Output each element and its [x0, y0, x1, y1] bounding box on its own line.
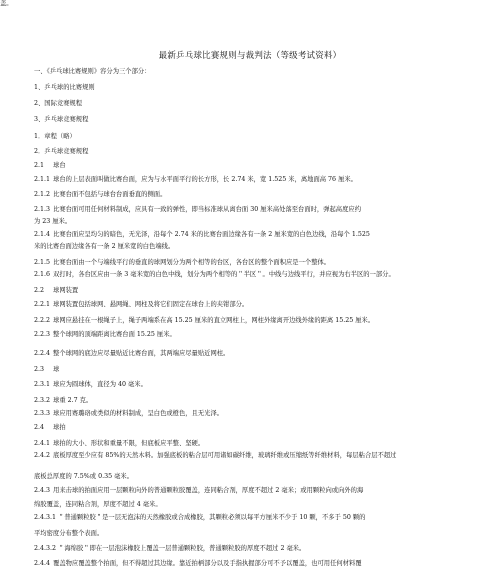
- section-number: 2.1.4: [34, 231, 51, 238]
- text-line: [34, 530, 103, 538]
- text-line: [34, 317, 374, 325]
- text-line: [34, 440, 204, 448]
- line-text: 整个球网的顶端距离比赛台面 15.25 厘米。: [53, 331, 176, 338]
- line-text: 比赛台面可用任何材料制成，应具有一致的弹性，即当标准球从离台面 30 厘米高处落至台面时，弹起高度应约: [53, 206, 361, 213]
- text-line: [34, 218, 71, 226]
- section-number: 2.3.2: [34, 397, 51, 404]
- section-number: 2.3.1: [34, 381, 51, 388]
- section-number: 2.1.6: [34, 271, 51, 278]
- text-line: [34, 206, 361, 214]
- line-text: 一、《乒乓球比赛规则》容分为三个部分：: [34, 68, 151, 75]
- section-number: 2.2.4: [34, 350, 51, 357]
- line-text: ＂普通颗粒胶＂是一层无泡沫的天然橡胶或合成橡胶，其颗粒必须以每平方厘米不少于 10 颗，不多于 50 颗的: [58, 514, 366, 521]
- section-number: 2.3.3: [34, 410, 51, 417]
- line-text: 底板总厚度的 7.5%或 0.35 毫米。: [34, 473, 133, 480]
- text-line: [34, 331, 176, 339]
- text-line: [34, 501, 162, 509]
- text-line: [34, 148, 88, 156]
- line-text: 3、乒乓球竞赛规程: [34, 116, 89, 123]
- line-text: 底板厚度至少应有 85%的天然木料。加强底板的粘合层可用诸如碳纤维，玻璃纤维或压缩纸等纤维材料，每层粘合层不超过: [53, 452, 397, 459]
- line-text: 球应用赛璐珞或类似的材料制成，呈白色或橙色，且无光泽。: [53, 410, 224, 417]
- text-line: [34, 452, 396, 460]
- line-text: 覆盖物应覆盖整个拍面，但不得超过其边缘。靠近拍柄部分以及手指执握部分可不予以覆盖，也可用任何材料覆: [53, 560, 362, 567]
- line-text: 1、乒乓球的比赛规则: [34, 84, 95, 91]
- text-line: [0, 0, 13, 8]
- line-text: 球网应悬挂在一根绳子上，绳子两端系在高 15.25 厘米的直立网柱上，网柱外缘离开边线外缘的距离 15.25 厘米。: [53, 317, 375, 324]
- section-number: 2.4.3: [34, 487, 51, 494]
- line-text: 2、国际竞赛规程: [34, 100, 83, 107]
- section-number: 2.4.3.1: [34, 514, 57, 521]
- section-number: 2.4.3.2: [34, 545, 57, 552]
- line-text: 米的比赛台面边缘各有一条 2 厘米宽的白色端线。: [34, 243, 175, 250]
- line-text: 2．乒乓球竞赛规程: [34, 148, 89, 155]
- document-title: 最新乒乓球比赛规则与裁判法（等级考试资料）: [158, 51, 342, 61]
- line-text: 比赛台面由一个与端线平行的垂直的球网划分为两个相等的台区，各台区的整个面积应是一个整体。: [53, 259, 331, 266]
- line-text: 比赛台面不包括与球台台面垂直的侧面。: [53, 191, 167, 198]
- section-number: 2.2.2: [34, 317, 51, 324]
- text-line: [34, 301, 248, 309]
- section-number: 2.1.5: [34, 259, 51, 266]
- line-text: 球台的上层表面叫做比赛台面，应为与水平面平行的长方形，长 2.74 米，宽 1.525 米，离地面高 76 厘米。: [53, 176, 357, 183]
- section-number: 2.2: [34, 287, 45, 294]
- line-text: 1．章程（略）: [34, 133, 76, 140]
- line-text: 球网装置包括球网、悬网绳、网柱及将它们固定在球台上的夹钳部分。: [53, 301, 249, 308]
- text-line: [34, 231, 370, 239]
- text-line: [34, 350, 229, 358]
- text-line: [34, 84, 95, 92]
- line-text: 球拍: [53, 424, 66, 431]
- line-text: 比赛台面应呈均匀的暗色，无光泽，沿每个 2.74 米的比赛台面边缘各有一条 2 厘米宽的白色边线，沿每个 1.525: [53, 231, 370, 238]
- line-text: 球台: [53, 162, 66, 169]
- section-number: 2.2.3: [34, 331, 51, 338]
- text-line: [34, 381, 147, 389]
- line-text: 盖。: [0, 0, 13, 7]
- text-line: [34, 514, 365, 522]
- section-number: 2.3: [34, 366, 45, 373]
- line-text: 用来击球的拍面应用一层颗粒向外的普通颗粒胶覆盖，连同粘合剂，厚度不超过 2 毫米；或用颗粒向或向外的海: [53, 487, 364, 494]
- section-number: 2.4.4: [34, 560, 51, 567]
- section-number: 2.4.2: [34, 452, 51, 459]
- section-number: 2.2.1: [34, 301, 51, 308]
- text-line: [34, 397, 92, 405]
- line-text: 球: [53, 366, 60, 373]
- line-text: 整个球网的底边应尽量贴近比赛台面，其两端应尽量贴近网柱。: [53, 350, 230, 357]
- line-text: 绵胶覆盖，连同粘合剂，厚度不超过 4 毫米。: [34, 501, 162, 508]
- text-line: [34, 116, 88, 124]
- text-line: [34, 271, 395, 279]
- text-line: [34, 424, 66, 432]
- section-number: 2.1: [34, 162, 45, 169]
- line-text: 球网装置: [53, 287, 79, 294]
- line-text: 球应为圆球体，直径为 40 毫米。: [53, 381, 147, 388]
- text-line: [34, 410, 223, 418]
- text-line: [34, 176, 357, 184]
- line-text: 平均密度分布整个表面。: [34, 530, 104, 537]
- line-text: 为 23 厘米。: [34, 218, 72, 225]
- line-text: 球拍的大小、形状和重量不限，但底板应平整、坚硬。: [53, 440, 205, 447]
- text-line: [34, 162, 66, 170]
- text-line: [34, 191, 166, 199]
- section-number: 2.4.1: [34, 440, 51, 447]
- line-text: 球重 2.7 克。: [53, 397, 93, 404]
- section-number: 2.1.1: [34, 176, 51, 183]
- text-line: [34, 473, 133, 481]
- section-number: 2.1.3: [34, 206, 51, 213]
- text-line: [34, 68, 151, 76]
- text-line: [34, 287, 78, 295]
- text-line: [34, 545, 305, 553]
- text-line: [34, 133, 76, 141]
- text-line: [34, 560, 362, 568]
- text-line: [34, 243, 174, 251]
- text-line: [34, 100, 82, 108]
- section-number: 2.1.2: [34, 191, 51, 198]
- section-number: 2.4: [34, 424, 45, 431]
- line-text: ＂海绵胶＂即在一层泡沫橡胶上覆盖一层普通颗粒胶，普通颗粒胶的厚度不超过 2 毫米。: [58, 545, 306, 552]
- text-line: [34, 366, 59, 374]
- line-text: 双打时，各台区应由一条 3 毫米宽的白色中线，划分为两个相等的＂半区＂。中线与边线平行，并应视为右半区的一部分。: [53, 271, 395, 278]
- text-line: [34, 259, 330, 267]
- text-line: [34, 487, 363, 495]
